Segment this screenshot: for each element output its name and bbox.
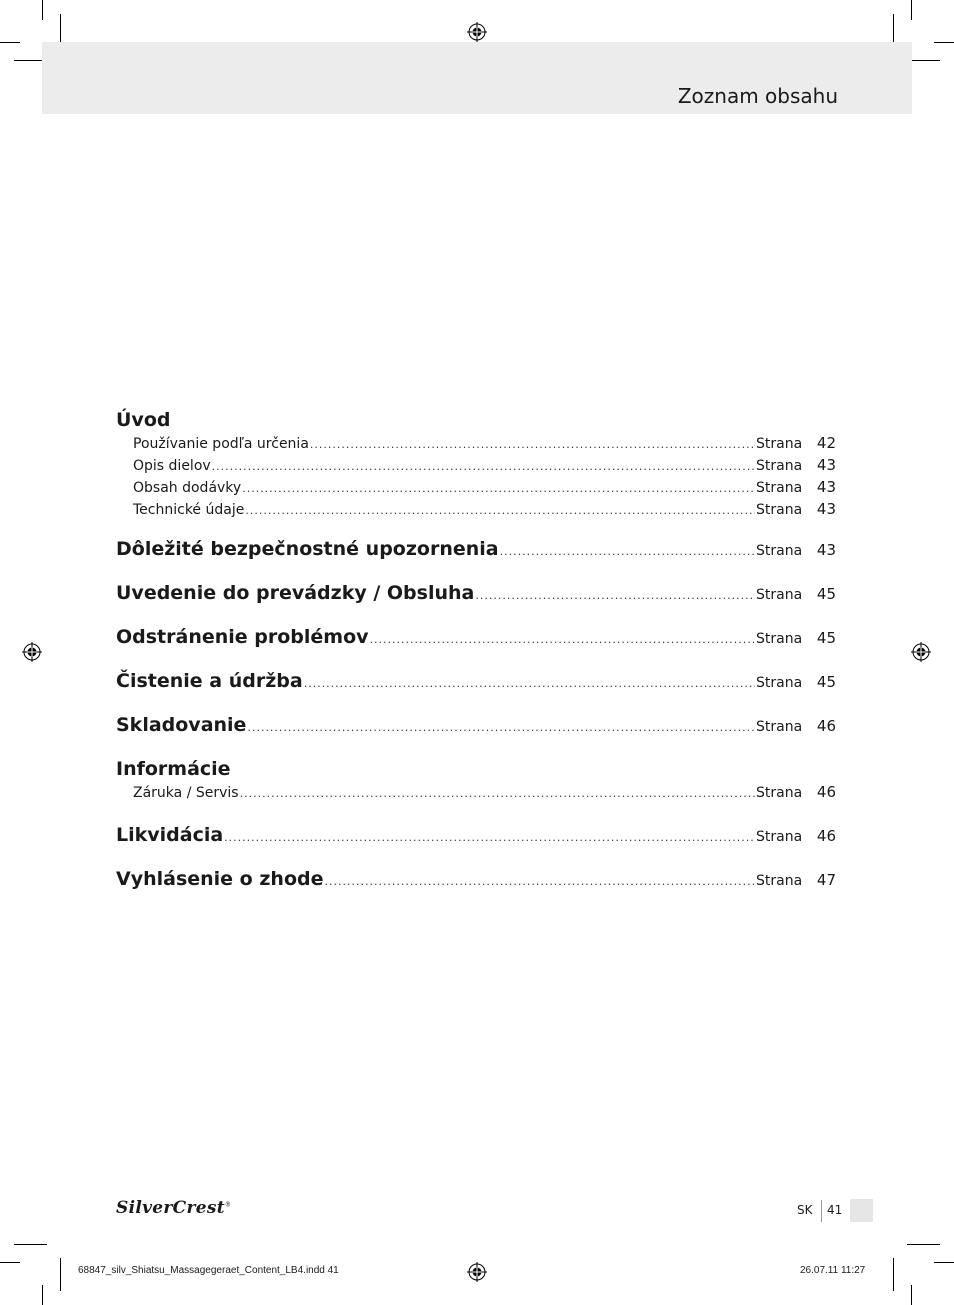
leader-dots (224, 826, 755, 850)
toc-entry-label: Likvidácia (116, 824, 224, 846)
toc-entry-label: Vyhlásenie o zhode (116, 868, 324, 890)
toc-entry[interactable] (116, 454, 836, 476)
registered-mark: ® (224, 1201, 232, 1209)
toc-entry-strana: Strana (756, 502, 803, 518)
toc-entry-strana: Strana (756, 675, 803, 691)
leader-dots (245, 500, 755, 522)
toc-entry-cistenie[interactable] (116, 669, 836, 693)
toc-entry-page: 45 (816, 629, 836, 647)
leader-dots (370, 628, 755, 652)
registration-mark-icon (467, 1262, 487, 1282)
toc-entry-page: 45 (816, 585, 836, 603)
toc-entry-label: Odstránenie problémov (116, 626, 369, 648)
toc-entry-label: Uvedenie do prevádzky / Obsluha (116, 582, 475, 604)
crop-mark (907, 1244, 940, 1245)
toc-entry[interactable] (116, 432, 836, 454)
crop-mark (0, 42, 20, 43)
toc-entry-label: Technické údaje (133, 502, 245, 518)
toc-entry-label: Skladovanie (116, 714, 247, 736)
crop-mark (893, 1258, 894, 1291)
toc-entry-page: 46 (816, 827, 836, 845)
toc-entry-page: 46 (816, 717, 836, 735)
toc-entry-bezpecnost[interactable] (116, 537, 836, 561)
leader-dots (240, 783, 755, 805)
toc-entry-label: Opis dielov (133, 458, 211, 474)
toc-entry-strana: Strana (756, 587, 803, 603)
crop-mark (42, 1285, 43, 1305)
toc-entry-page: 43 (816, 541, 836, 559)
leader-dots (500, 540, 755, 564)
toc-entry-label: Dôležité bezpečnostné upozornenia (116, 538, 499, 560)
toc-entry-strana: Strana (756, 458, 803, 474)
toc-entry-label: Obsah dodávky (133, 480, 242, 496)
section-title-uvod: Úvod (116, 409, 171, 431)
toc-entry-strana: Strana (756, 719, 803, 735)
crop-mark (42, 0, 43, 20)
toc-entry-strana: Strana (756, 543, 803, 559)
toc-entry-strana: Strana (756, 436, 803, 452)
toc-entry-strana: Strana (756, 873, 803, 889)
crop-mark (934, 42, 954, 43)
toc-entry-label: Čistenie a údržba (116, 670, 303, 692)
toc-entry-strana: Strana (756, 829, 803, 845)
page-title: Zoznam obsahu (677, 84, 838, 108)
toc-entry-strana: Strana (756, 631, 803, 647)
leader-dots (475, 584, 755, 608)
slug-filename: 68847_silv_Shiatsu_Massagegeraet_Content_LB4.indd 41 (78, 1265, 339, 1276)
leader-dots (324, 870, 755, 894)
toc-entry[interactable] (116, 498, 836, 520)
table-of-contents (116, 408, 836, 891)
leader-dots (247, 716, 755, 740)
toc-entry-page: 43 (816, 456, 836, 474)
toc-entry[interactable] (116, 476, 836, 498)
toc-entry-page: 43 (816, 500, 836, 518)
color-tab (850, 1199, 873, 1222)
crop-mark (60, 1258, 61, 1291)
toc-entry-vyhlasenie[interactable] (116, 867, 836, 891)
leader-dots (212, 456, 755, 478)
leader-dots (242, 478, 755, 500)
toc-entry-page: 46 (816, 783, 836, 801)
leader-dots (304, 672, 755, 696)
toc-entry-page: 45 (816, 673, 836, 691)
registration-mark-icon (22, 642, 42, 662)
toc-entry-likvidacia[interactable] (116, 823, 836, 847)
toc-entry-problemy[interactable] (116, 625, 836, 649)
language-code: SK (797, 1203, 813, 1217)
toc-entry-page: 42 (816, 434, 836, 452)
brand-logo-text: SilverCrest (116, 1198, 225, 1218)
toc-entry-page: 47 (816, 871, 836, 889)
toc-entry-strana: Strana (756, 480, 803, 496)
leader-dots (310, 434, 755, 456)
toc-entry[interactable] (116, 781, 836, 803)
crop-mark (14, 1244, 47, 1245)
toc-entry-strana: Strana (756, 785, 803, 801)
toc-entry-label: Používanie podľa určenia (133, 436, 309, 452)
toc-entry-page: 43 (816, 478, 836, 496)
slug-date: 26.07.11 11:27 (800, 1265, 866, 1276)
crop-mark (934, 1262, 954, 1263)
crop-mark (0, 1262, 20, 1263)
crop-mark (911, 1285, 912, 1305)
toc-entry-uvedenie[interactable] (116, 581, 836, 605)
page-number: 41 (827, 1203, 843, 1217)
divider (821, 1200, 822, 1222)
section-title-informacie: Informácie (116, 758, 231, 780)
registration-mark-icon (467, 22, 487, 42)
brand-logo (116, 1198, 231, 1218)
toc-entry-label: Záruka / Servis (133, 785, 239, 801)
toc-entry-skladovanie[interactable] (116, 713, 836, 737)
crop-mark (911, 0, 912, 20)
registration-mark-icon (911, 642, 931, 662)
